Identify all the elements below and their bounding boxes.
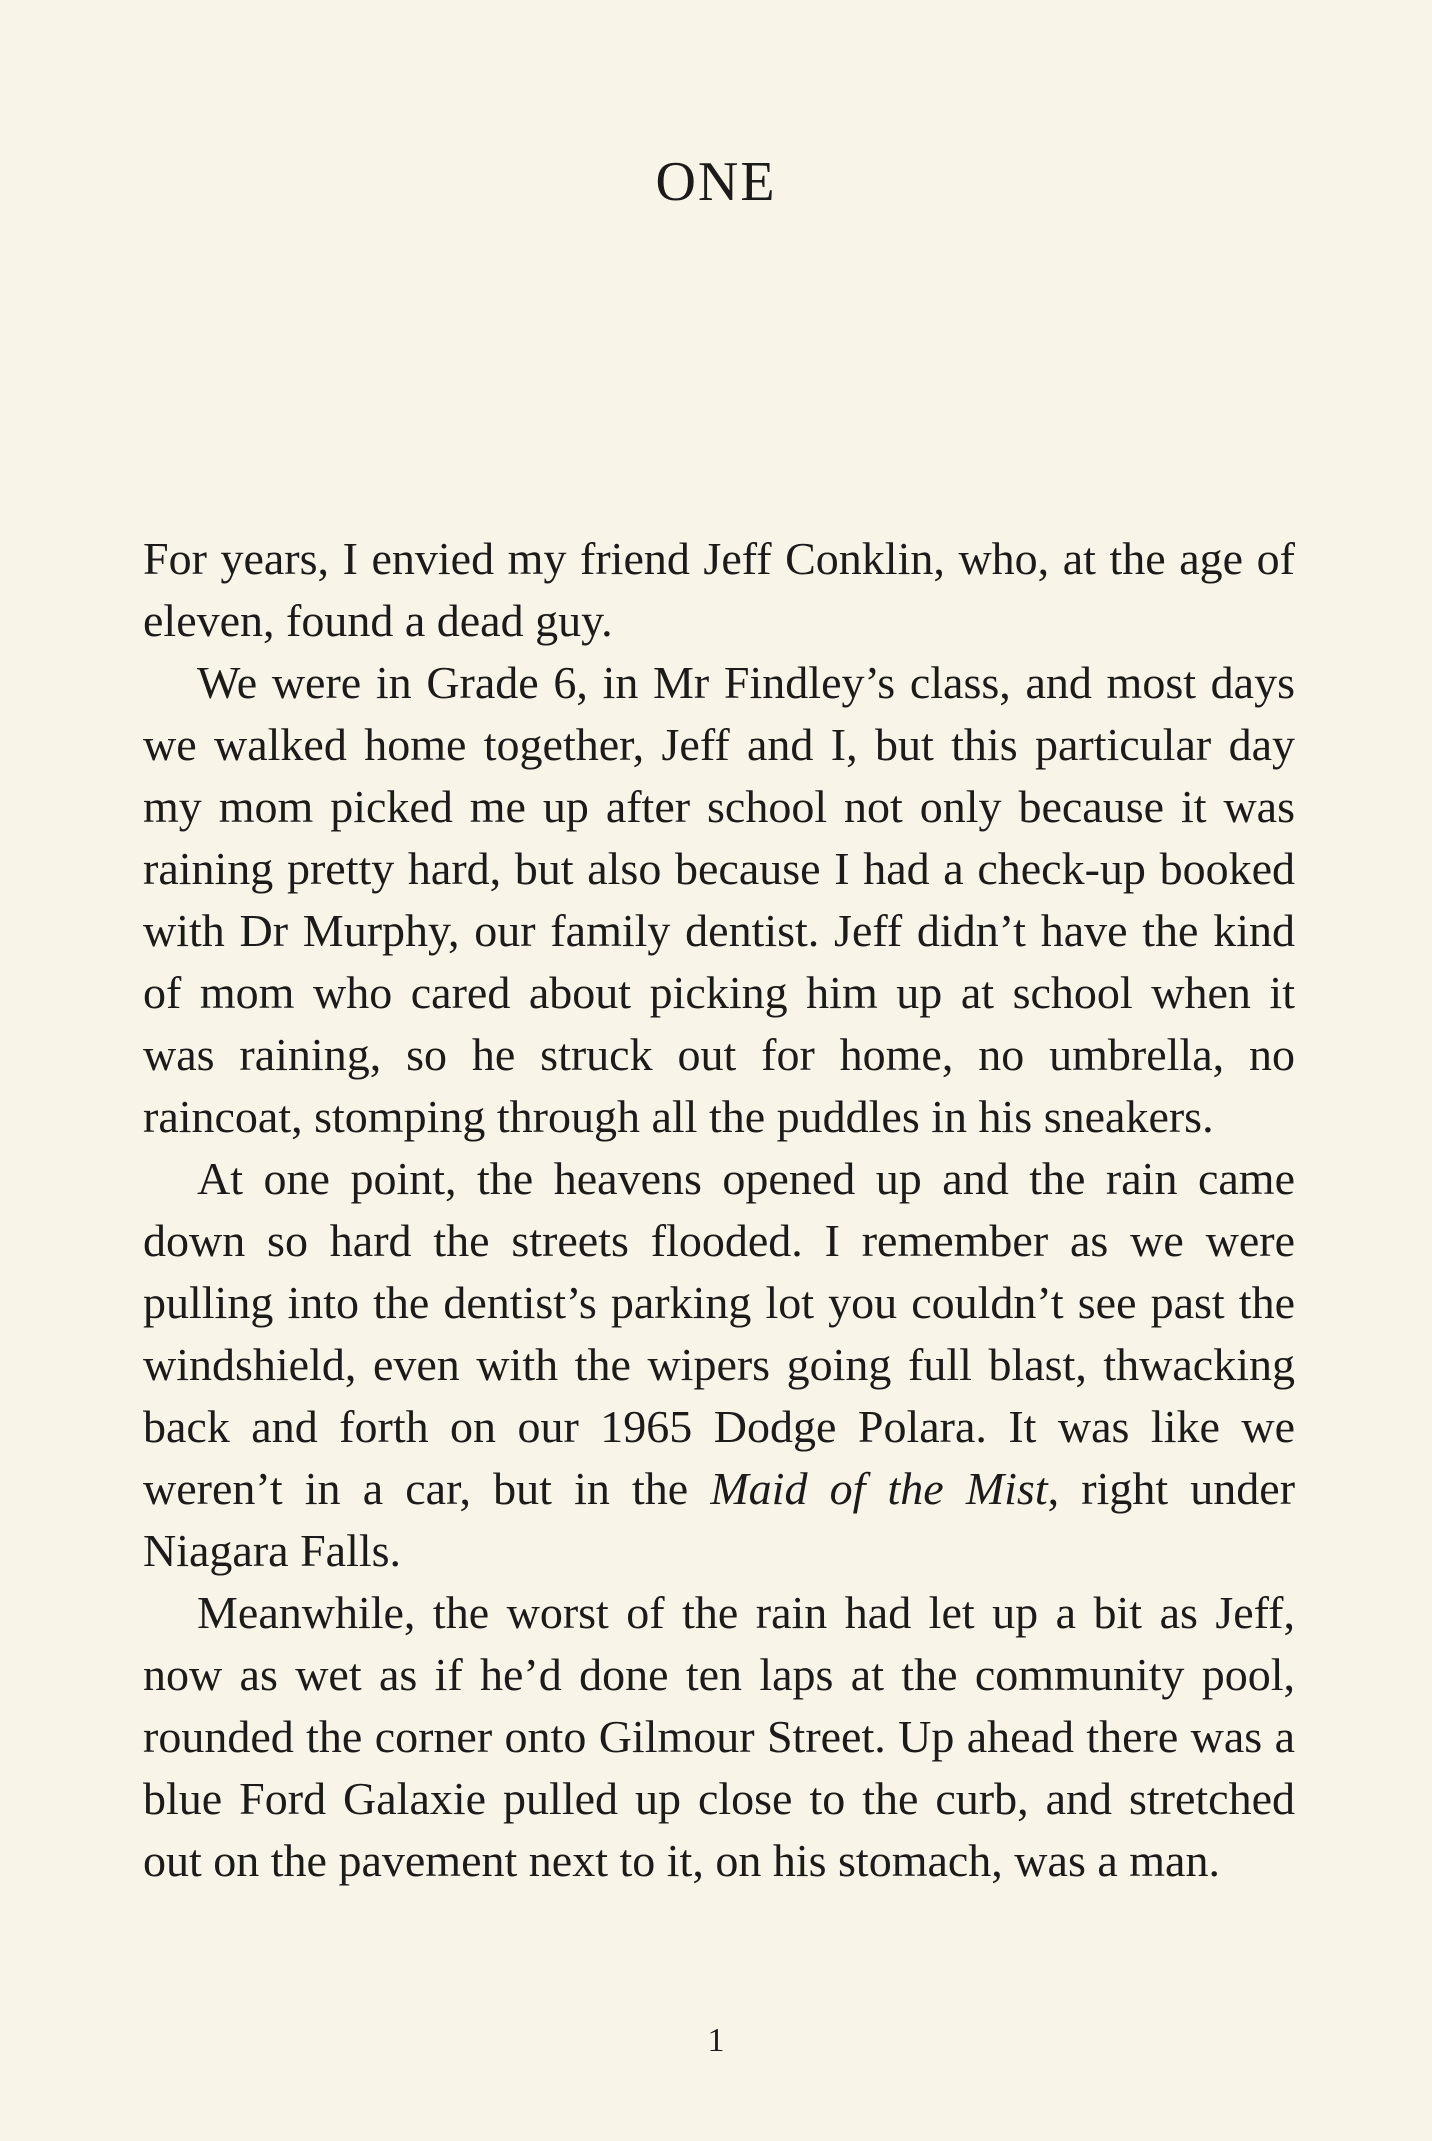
paragraph-3-text-after: , right under Niagara Falls. (143, 1463, 1296, 1576)
paragraph-2-text: We were in Grade 6, in Mr Findley’s class, and most days we walked home together, Jeff and I, but this particular day my mom picked me up after school not only because it was raining pretty hard, but also because I had a check-up booked with Dr Murphy, our family dentist. Jeff didn’t have the kind of mom who cared about picking him up at school when it was raining, so he struck out for home, no umbrella, no raincoat, stomping through all the puddles in his sneakers. (143, 657, 1295, 1142)
paragraph-2 (143, 652, 1295, 1148)
page-number: 1 (707, 2022, 725, 2059)
paragraph-3-text-before: At one point, the heavens opened up and the rain came down so hard the streets flooded. I remember as we were pulling into the dentist’s parking lot you couldn’t see past the windshield, even with the wipers going full blast, thwacking back and forth on our 1965 Dodge Polara. It was like we weren’t in a car, but in the (143, 1153, 1295, 1514)
paragraph-4-text: Meanwhile, the worst of the rain had let up a bit as Jeff, now as wet as if he’d done ten laps at the community pool, rounded the corner onto Gilmour Street. Up ahead there was a blue Ford Galaxie pulled up close to the curb, and stretched out on the pavement next to it, on his stomach, was a man. (143, 1587, 1295, 1886)
paragraph-3 (143, 1148, 1295, 1582)
paragraph-1 (143, 528, 1295, 652)
paragraph-1-text: For years, I envied my friend Jeff Conklin, who, at the age of eleven, found a dead guy. (143, 533, 1295, 646)
chapter-title: ONE (655, 151, 777, 213)
chapter-body (143, 528, 1295, 1892)
italic-ship-name: Maid of the Mist (710, 1463, 1048, 1514)
paragraph-4 (143, 1582, 1295, 1892)
